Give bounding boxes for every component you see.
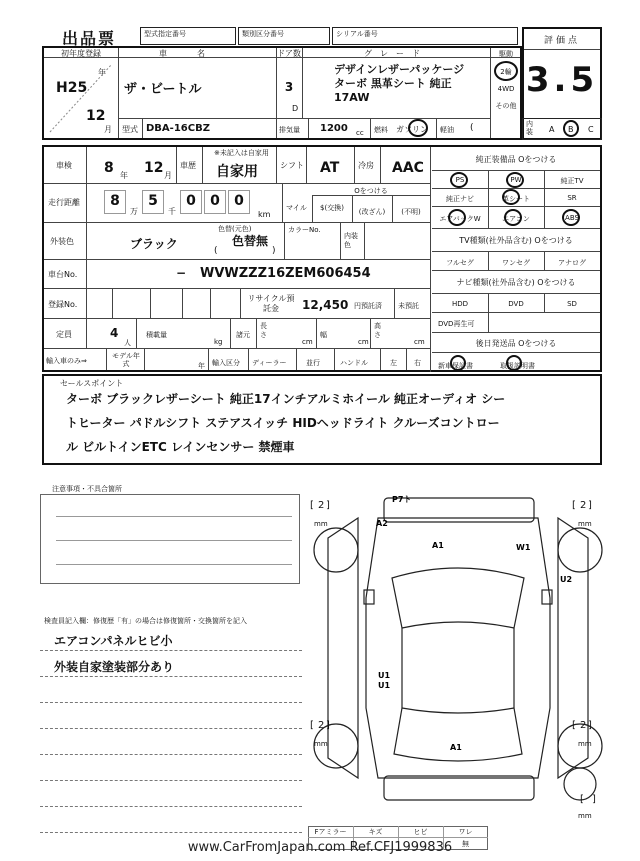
import-class-label: 輸入区分 bbox=[212, 359, 240, 367]
left-label: 左 bbox=[390, 359, 397, 367]
recycle-value: 12,450 bbox=[302, 298, 349, 312]
model-year-unit: 年 bbox=[198, 362, 205, 370]
color-change-paren-open: ( bbox=[214, 246, 218, 256]
displacement-value: 1200 bbox=[320, 123, 348, 134]
drive-option-other: その他 bbox=[495, 102, 517, 110]
grade-label: グレード bbox=[364, 49, 428, 58]
height-unit: cm bbox=[414, 338, 425, 346]
corner-rr-close: ] bbox=[588, 720, 592, 731]
equip-aircon-circle bbox=[504, 209, 522, 226]
legend-value-break: 無 bbox=[462, 840, 469, 848]
corner-spare-unit: mm bbox=[578, 812, 592, 820]
fuel-label: 燃料 bbox=[374, 126, 388, 134]
width-label: 幅 bbox=[320, 331, 327, 339]
diagram-left-side bbox=[328, 518, 358, 778]
right-label: 右 bbox=[414, 359, 421, 367]
usage-label: 車歴 bbox=[180, 161, 196, 170]
grade-value: デザインレザーパッケージ ターボ 黒革シート 純正17AW bbox=[334, 63, 465, 104]
diagram-body-outline bbox=[366, 518, 550, 778]
doors-sub: D bbox=[292, 104, 299, 113]
later-title: 後日発送品 Oをつける bbox=[475, 339, 557, 348]
legend-header-break: ワレ bbox=[458, 828, 473, 836]
first-reg-month-unit: 月 bbox=[104, 125, 112, 134]
color-change-paren-close: ) bbox=[272, 246, 276, 256]
corner-spare-open: [ bbox=[580, 794, 584, 805]
tv-option-fullseg: フルセグ bbox=[446, 259, 474, 267]
caution-label: 注意事項・不具合箇所 bbox=[52, 485, 122, 493]
parallel-label: 並行 bbox=[306, 359, 320, 367]
interior-color-label: 内装色 bbox=[344, 232, 358, 249]
color-label: 外装色 bbox=[50, 237, 74, 246]
equip-ps: PS bbox=[455, 176, 465, 184]
score-value: 3.5 bbox=[525, 60, 599, 100]
inspector-label: 検査員記入欄：修復歴「有」の場合は修復箇所・交換箇所を記入 bbox=[44, 617, 247, 625]
corner-rr-open: [ bbox=[572, 720, 576, 731]
diagram-mark-a1-rear: A1 bbox=[450, 743, 462, 752]
corner-rl-open: [ bbox=[310, 720, 314, 731]
score-label: 評価点 bbox=[543, 36, 580, 46]
diagram-wheel-fr bbox=[558, 528, 602, 572]
first-reg-month: 12 bbox=[86, 108, 106, 124]
equip-leather: 革シート bbox=[502, 195, 530, 203]
shaken-month: 12 bbox=[144, 160, 164, 176]
doors-label: ドア数 bbox=[277, 49, 301, 58]
chassis-label: 車台No. bbox=[48, 270, 78, 279]
first-reg-year: H25 bbox=[56, 80, 88, 96]
displacement-label: 排気量 bbox=[279, 126, 300, 134]
legend-header-mirror: Fアミラー bbox=[314, 828, 347, 836]
diagram-mark-p7: P7ト bbox=[392, 495, 412, 504]
handle-label: ハンドル bbox=[340, 359, 368, 367]
color-no-label: カラーNo. bbox=[288, 226, 321, 234]
equip-leather-circle bbox=[502, 189, 520, 205]
diagram-right-side bbox=[558, 518, 588, 778]
diagram-rear-panel bbox=[384, 776, 534, 800]
navi-option-hdd: HDD bbox=[451, 300, 469, 308]
equip-airbag: エアバックW bbox=[439, 215, 481, 223]
diagram-rear-window bbox=[394, 708, 522, 761]
mileage-check-exchange: $(交換) bbox=[320, 204, 344, 212]
corner-fr-value: 2 bbox=[580, 500, 587, 511]
footer-ref: Ref.CFJ1999836 bbox=[349, 840, 453, 855]
capacity-label: 定員 bbox=[56, 330, 72, 339]
capacity-unit: 人 bbox=[124, 339, 131, 347]
recycle-status: 未預託 bbox=[398, 302, 419, 310]
car-name: ザ・ビートル bbox=[124, 82, 202, 97]
load-label: 積載量 bbox=[146, 331, 167, 339]
legend-header-scratch: キズ bbox=[368, 828, 383, 836]
new-car-warranty: 新車保証書 bbox=[438, 362, 473, 370]
mileage-check-tamper: (改ざん) bbox=[358, 208, 386, 216]
shaken-month-unit: 月 bbox=[164, 171, 172, 180]
fuel-circle bbox=[408, 119, 428, 137]
model-code: DBA-16CBZ bbox=[146, 123, 210, 134]
light-oil-label: 軽油 bbox=[440, 126, 454, 134]
first-reg-diagonal bbox=[46, 60, 116, 136]
navi-option-dvd: DVD bbox=[508, 300, 524, 308]
navi-option-sd: SD bbox=[567, 300, 577, 308]
shaken-year: 8 bbox=[104, 160, 114, 176]
corner-rl-close: ] bbox=[326, 720, 330, 731]
warranty-circle bbox=[450, 355, 466, 371]
equip-tv: 純正TV bbox=[560, 177, 584, 185]
reg-no-label: 登録No. bbox=[48, 300, 78, 309]
page-title: 出品票 bbox=[62, 29, 117, 48]
car-name-label: 車名 bbox=[159, 49, 235, 58]
equipment-title: 純正装備品 Oをつける bbox=[475, 155, 557, 164]
shaken-year-unit: 年 bbox=[120, 171, 128, 180]
equip-sr: SR bbox=[567, 194, 577, 202]
doors-value: 3 bbox=[284, 80, 294, 94]
caution-box bbox=[40, 494, 300, 584]
displacement-unit: cc bbox=[356, 129, 364, 137]
diagram-mark-u1-a: U1 bbox=[378, 671, 391, 680]
light-oil-paren: ( bbox=[470, 123, 474, 133]
sales-point-line-2: トヒーター パドルシフト ステアスイッチ HIDヘッドライト クルーズコントロー bbox=[66, 416, 500, 430]
navi-title: ナビ種類(社外品含む) Oをつける bbox=[456, 278, 576, 287]
drive-option-2wd: 2輪 bbox=[500, 68, 512, 76]
import-label: 輸入車のみ⇒ bbox=[46, 357, 87, 365]
mile-label: マイル bbox=[286, 204, 307, 212]
equip-navi: 純正ナビ bbox=[446, 195, 474, 203]
diagram-wheel-fl bbox=[314, 528, 358, 572]
equip-abs: ABS bbox=[565, 214, 579, 222]
recycle-unit: 円預託済 bbox=[354, 302, 382, 310]
usage-note: ※未記入は自家用 bbox=[214, 149, 269, 157]
ac-value: AAC bbox=[392, 160, 424, 176]
load-unit: kg bbox=[214, 338, 223, 346]
corner-rl-value: 2 bbox=[318, 720, 325, 731]
drive-option-4wd: 4WD bbox=[497, 85, 515, 93]
mileage-unit-sen: 千 bbox=[168, 207, 176, 216]
drive-circle bbox=[494, 61, 518, 81]
footer bbox=[0, 840, 640, 855]
car-damage-diagram bbox=[308, 478, 608, 823]
diagram-mark-a2: A2 bbox=[376, 519, 388, 528]
model-year-label: モデル年式 bbox=[112, 352, 140, 368]
mileage-digit-4-value: 0 bbox=[210, 193, 220, 209]
dealer-label: ディーラー bbox=[252, 359, 287, 367]
interior-grade-b: B bbox=[568, 125, 574, 134]
sales-point-line-3: ル ビルトインETC レインセンサー 禁煙車 bbox=[66, 440, 295, 454]
length-label: 長さ bbox=[260, 322, 267, 339]
manual-circle bbox=[506, 355, 522, 371]
corner-fr-close: ] bbox=[588, 500, 592, 511]
sales-point-line-1: ターボ ブラックレザーシート 純正17インチアルミホイール 純正オーディオ シー bbox=[66, 392, 506, 406]
corner-fl-close: ] bbox=[326, 500, 330, 511]
mileage-label: 走行距離 bbox=[48, 198, 80, 207]
tv-option-analog: アナログ bbox=[558, 259, 586, 267]
interior-grade-a: A bbox=[549, 125, 555, 134]
mileage-check-title: Oをつける bbox=[354, 187, 388, 195]
interior-grade-c: C bbox=[588, 125, 594, 134]
corner-fl-value: 2 bbox=[318, 500, 325, 511]
sales-points-label: セールスポイント bbox=[60, 379, 124, 388]
color-change-value: 色替無 bbox=[232, 234, 269, 248]
equip-pw: PW bbox=[510, 176, 522, 184]
serial-label: シリアル番号 bbox=[336, 30, 378, 38]
mileage-digit-2-value: 5 bbox=[148, 193, 158, 209]
equip-airbag-circle bbox=[448, 209, 466, 226]
dims-label: 諸元 bbox=[236, 331, 250, 339]
equip-aircon: エアコン bbox=[502, 215, 530, 223]
tv-title: TV種類(社外品含む) Oをつける bbox=[459, 236, 573, 245]
model-designation-label: 型式指定番号 bbox=[144, 30, 186, 38]
color-value: ブラック bbox=[130, 237, 178, 251]
dvd-playback-label: DVD再生可 bbox=[438, 320, 475, 328]
mileage-unit-man: 万 bbox=[130, 207, 138, 216]
diagram-mark-w1: W1 bbox=[516, 543, 531, 552]
diagram-mark-a1-top: A1 bbox=[432, 541, 444, 550]
equip-abs-circle bbox=[562, 209, 580, 226]
first-reg-year-unit: 年 bbox=[98, 68, 106, 77]
category-label: 類別区分番号 bbox=[242, 30, 284, 38]
corner-rr-value: 2 bbox=[580, 720, 587, 731]
inspector-line-1: エアコンパネルヒビ小 bbox=[54, 634, 173, 648]
recycle-label: リサイクル預託金 bbox=[247, 294, 295, 313]
mileage-digit-3-value: 0 bbox=[186, 193, 196, 209]
inspector-line-2: 外装自家塗装部分あり bbox=[54, 660, 175, 674]
corner-spare-close: ] bbox=[592, 794, 596, 805]
mileage-unit-km: km bbox=[258, 210, 271, 219]
equip-pw-circle bbox=[506, 172, 524, 188]
ac-label: 冷房 bbox=[358, 161, 374, 170]
chassis-value: WVWZZZ16ZEM606454 bbox=[200, 266, 371, 281]
shaken-label: 車検 bbox=[56, 161, 72, 170]
tv-option-oneseg: ワンセグ bbox=[502, 259, 530, 267]
manual: 取扱説明書 bbox=[500, 362, 535, 370]
diagram-mark-u1-b: U1 bbox=[378, 681, 391, 690]
length-unit: cm bbox=[302, 338, 313, 346]
fuel-value: ガソリン bbox=[396, 125, 428, 134]
equip-ps-circle bbox=[450, 172, 468, 188]
mileage-check-unknown: (不明) bbox=[401, 208, 421, 216]
diagram-mark-u2: U2 bbox=[560, 575, 573, 584]
interior-grade-circle bbox=[563, 120, 579, 137]
color-change-label: 色替(元色) bbox=[218, 225, 252, 233]
capacity-value: 4 bbox=[110, 326, 119, 340]
drive-label: 駆動 bbox=[499, 50, 513, 58]
model-code-label: 型式 bbox=[122, 125, 138, 134]
mileage-digit-5-value: 0 bbox=[234, 193, 244, 209]
corner-fl-open: [ bbox=[310, 500, 314, 511]
first-reg-label: 初年度登録 bbox=[61, 49, 101, 58]
corner-rr-unit: mm bbox=[578, 740, 592, 748]
corner-rl-unit: mm bbox=[314, 740, 328, 748]
shift-value: AT bbox=[320, 160, 340, 176]
width-unit: cm bbox=[358, 338, 369, 346]
legend-header-crack: ヒビ bbox=[413, 828, 428, 836]
corner-fr-unit: mm bbox=[578, 520, 592, 528]
interior-label: 内装 bbox=[526, 120, 533, 136]
chassis-dash: − bbox=[176, 266, 187, 280]
height-label: 高さ bbox=[374, 322, 381, 339]
corner-fr-open: [ bbox=[572, 500, 576, 511]
diagram-windshield bbox=[392, 568, 524, 628]
footer-website: www.CarFromJapan.com bbox=[187, 840, 346, 855]
mileage-digit-1-value: 8 bbox=[110, 193, 120, 209]
corner-fl-unit: mm bbox=[314, 520, 328, 528]
shift-label: シフト bbox=[280, 161, 304, 170]
usage-value: 自家用 bbox=[216, 164, 258, 180]
